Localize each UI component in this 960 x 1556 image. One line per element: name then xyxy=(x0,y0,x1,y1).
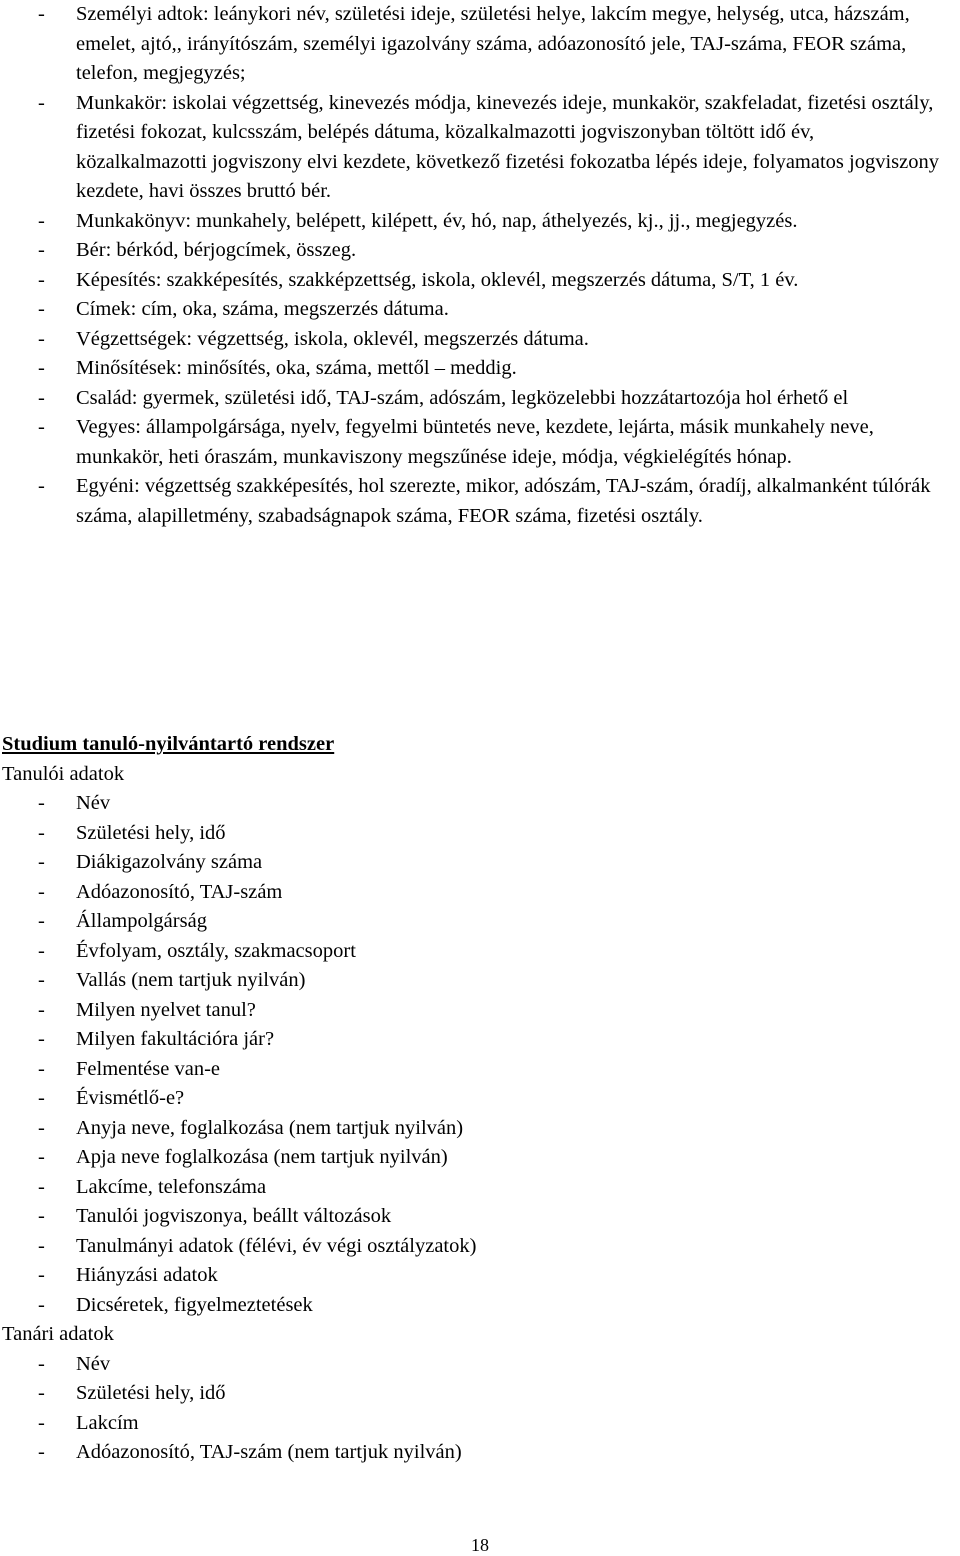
list-item-text: Egyéni: végzettség szakképesítés, hol szerezte, mikor, adószám, TAJ-szám, óradíj, alkalmanként túlórák száma, alapilletmény, szabadságnapok száma, FEOR száma, fizetési osztály. xyxy=(76,475,931,527)
list-bullet: - xyxy=(38,910,45,932)
list-item-text: Felmentése van-e xyxy=(76,1057,221,1080)
list-item-text: Hiányzási adatok xyxy=(76,1264,218,1286)
list-item xyxy=(0,1173,960,1203)
list-item-text: Anyja neve, foglalkozása (nem tartjuk nyilván) xyxy=(76,1116,464,1139)
list-item xyxy=(0,1114,960,1144)
list-bullet: - xyxy=(38,1175,45,1198)
teacher-data-list xyxy=(0,1350,960,1468)
list-item xyxy=(0,878,960,908)
studium-section xyxy=(0,730,960,1468)
list-item-text: Adóazonosító, TAJ-szám (nem tartjuk nyilván) xyxy=(76,1441,462,1463)
list-bullet: - xyxy=(38,1382,45,1404)
list-item xyxy=(0,1143,960,1173)
list-bullet: - xyxy=(38,1441,45,1463)
list-bullet: - xyxy=(38,851,45,873)
list-bullet: - xyxy=(38,1146,45,1168)
list-bullet: - xyxy=(38,357,45,379)
list-item-text: Vallás (nem tartjuk nyilván) xyxy=(76,969,306,991)
list-item xyxy=(0,1084,960,1114)
list-item xyxy=(0,236,960,266)
list-item xyxy=(0,1202,960,1232)
list-bullet: - xyxy=(38,1293,45,1316)
list-item xyxy=(0,1350,960,1380)
list-item xyxy=(0,907,960,937)
list-item-text: Tanulói jogviszonya, beállt változások xyxy=(76,1205,392,1227)
list-item xyxy=(0,937,960,967)
list-bullet: - xyxy=(38,1116,45,1139)
list-bullet: - xyxy=(38,969,45,991)
list-bullet: - xyxy=(38,792,45,814)
list-bullet: - xyxy=(38,3,45,25)
list-item-text: Név xyxy=(76,1352,111,1375)
list-item-text: Bér: bérkód, bérjogcímek, összeg. xyxy=(76,239,357,261)
list-item xyxy=(0,89,960,207)
list-item-text: Évfolyam, osztály, szakmacsoport xyxy=(76,939,356,962)
list-item xyxy=(0,1025,960,1055)
list-item xyxy=(0,325,960,355)
list-item-text: Születési hely, idő xyxy=(76,821,226,844)
list-item-text: Minősítések: minősítés, oka, száma, mettől – meddig. xyxy=(76,357,517,379)
page-number: 18 xyxy=(471,1535,489,1555)
list-bullet: - xyxy=(38,268,45,291)
teacher-data-subheading: Tanári adatok xyxy=(2,1323,114,1345)
list-item xyxy=(0,848,960,878)
list-item-text: Család: gyermek, születési idő, TAJ-szám, adószám, legközelebbi hozzátartozója hol érhető el xyxy=(76,386,849,409)
personnel-data-list xyxy=(0,0,960,531)
student-data-list xyxy=(0,789,960,1320)
list-item xyxy=(0,1409,960,1439)
list-bullet: - xyxy=(38,475,45,497)
list-item xyxy=(0,384,960,414)
list-item-text: Képesítés: szakképesítés, szakképzettség, iskola, oklevél, megszerzés dátuma, S/T, 1 év. xyxy=(76,268,799,291)
list-item xyxy=(0,472,960,531)
list-bullet: - xyxy=(38,1057,45,1080)
list-item-text: Lakcíme, telefonszáma xyxy=(76,1175,267,1198)
list-item-text: Dicséretek, figyelmeztetések xyxy=(76,1293,313,1316)
list-bullet: - xyxy=(38,998,45,1021)
list-item-text: Név xyxy=(76,792,111,814)
list-bullet: - xyxy=(38,821,45,844)
list-item-text: Diákigazolvány száma xyxy=(76,851,263,873)
list-item-text: Munkakör: iskolai végzettség, kinevezés módja, kinevezés ideje, munkakör, szakfeladat, fizetési osztály, fizetési fokozat, kulcsszám, belépés dátuma, közalkalmazotti jogviszonyban töltött idő év, közalkalmazotti jogviszony elvi kezdete, következő fizetési fokozatba lépés ideje, folyamatos jogviszony kezdete, havi összes bruttó bér. xyxy=(76,91,939,202)
list-bullet: - xyxy=(38,327,45,350)
list-item xyxy=(0,266,960,296)
list-bullet: - xyxy=(38,1352,45,1375)
list-item xyxy=(0,1055,960,1085)
list-bullet: - xyxy=(38,298,45,320)
list-item xyxy=(0,789,960,819)
list-item xyxy=(0,413,960,472)
list-item-text: Születési hely, idő xyxy=(76,1382,226,1404)
list-bullet: - xyxy=(38,1411,45,1434)
list-item xyxy=(0,996,960,1026)
list-bullet: - xyxy=(38,1234,45,1257)
list-bullet: - xyxy=(38,209,45,232)
list-bullet: - xyxy=(38,1087,45,1109)
list-item-text: Adóazonosító, TAJ-szám xyxy=(76,880,283,903)
list-item-text: Milyen fakultációra jár? xyxy=(76,1028,275,1050)
list-item-text: Lakcím xyxy=(76,1411,139,1434)
list-item xyxy=(0,0,960,89)
list-item-text: Milyen nyelvet tanul? xyxy=(76,998,256,1021)
list-item-text: Munkakönyv: munkahely, belépett, kilépett, év, hó, nap, áthelyezés, kj., jj., megjegyzés. xyxy=(76,209,798,232)
list-bullet: - xyxy=(38,91,45,114)
list-item-text: Végzettségek: végzettség, iskola, oklevél, megszerzés dátuma. xyxy=(76,327,589,350)
list-item xyxy=(0,1232,960,1262)
list-item-text: Évismétlő-e? xyxy=(76,1087,185,1109)
list-item-text: Személyi adtok: leánykori név, születési ideje, születési helye, lakcím megye, helység, utca, házszám, emelet, ajtó,, irányítószám, személyi igazolvány száma, adóazonosító jele, TAJ-száma, FEOR száma, telefon, megjegyzés; xyxy=(76,3,910,84)
section-heading: Studium tanuló-nyilvántartó rendszer xyxy=(2,733,335,755)
list-item-text: Címek: cím, oka, száma, megszerzés dátuma. xyxy=(76,298,449,320)
list-item-text: Tanulmányi adatok (félévi, év végi osztályzatok) xyxy=(76,1234,477,1257)
list-bullet: - xyxy=(38,1264,45,1286)
list-bullet: - xyxy=(38,880,45,903)
list-item xyxy=(0,1291,960,1321)
list-bullet: - xyxy=(38,1028,45,1050)
list-bullet: - xyxy=(38,416,45,438)
student-data-subheading: Tanulói adatok xyxy=(2,762,125,785)
list-item-text: Állampolgárság xyxy=(76,910,207,932)
list-item-text: Vegyes: állampolgársága, nyelv, fegyelmi büntetés neve, kezdete, lejárta, másik munkahely neve, munkakör, heti óraszám, munkaviszony megszűnése ideje, módja, végkielégítés hónap. xyxy=(76,416,874,468)
list-item xyxy=(0,354,960,384)
list-item xyxy=(0,1379,960,1409)
list-item xyxy=(0,1261,960,1291)
personnel-data-section xyxy=(0,0,960,531)
list-bullet: - xyxy=(38,939,45,962)
list-item xyxy=(0,819,960,849)
list-item xyxy=(0,1438,960,1468)
list-item xyxy=(0,207,960,237)
list-item xyxy=(0,295,960,325)
list-item xyxy=(0,966,960,996)
list-bullet: - xyxy=(38,1205,45,1227)
list-item-text: Apja neve foglalkozása (nem tartjuk nyilván) xyxy=(76,1146,448,1168)
list-bullet: - xyxy=(38,386,45,409)
list-bullet: - xyxy=(38,239,45,261)
